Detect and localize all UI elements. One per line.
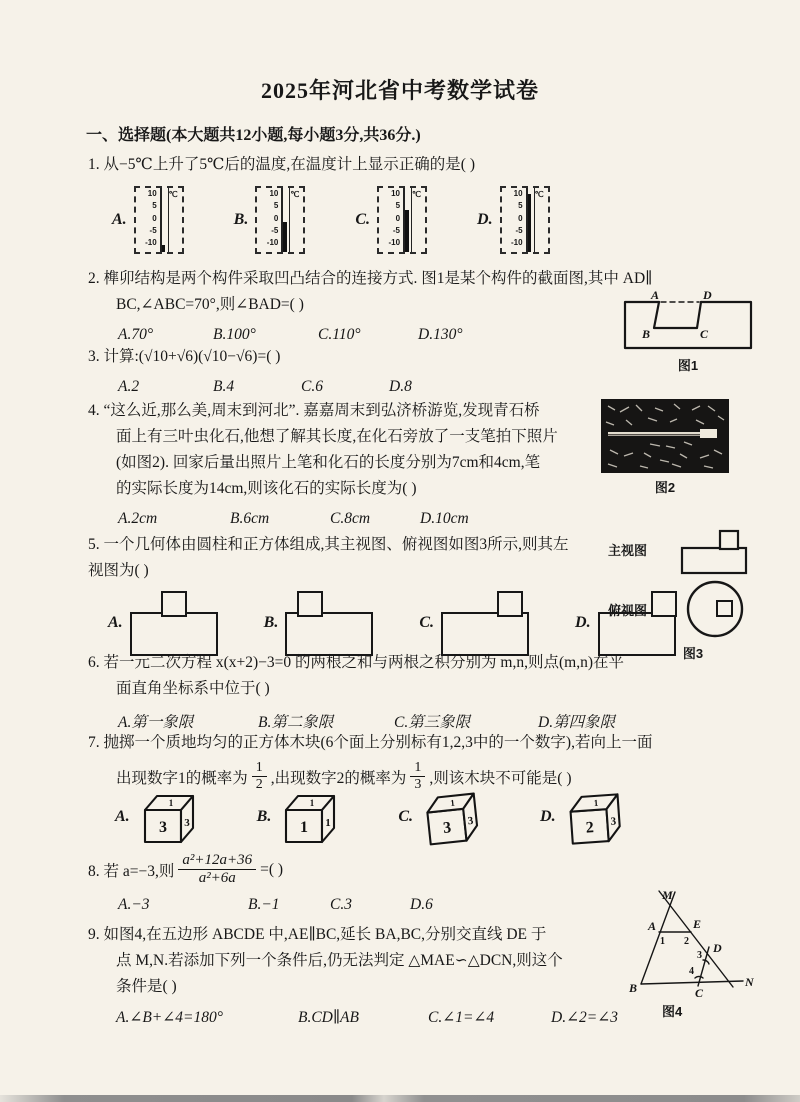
die-side-number: 1 [325, 817, 332, 829]
option-b: B.100° [213, 326, 256, 343]
question-6 [88, 650, 624, 732]
point-label-c: C [695, 986, 704, 998]
option-a: A.∠B+∠4=180° [116, 1009, 223, 1026]
tick-label: -10 [511, 238, 523, 247]
option-c: C.8cm [330, 510, 371, 527]
figure-4-drawing [625, 886, 785, 998]
figure-1-drawing [613, 286, 763, 352]
q7-segment-3: ,则该木块不可能是( ) [429, 769, 572, 787]
q7-option-a [115, 788, 201, 846]
shape-cap [497, 591, 523, 617]
option-a: A.−3 [118, 895, 150, 913]
question-7 [88, 730, 652, 793]
q5-shape-options [108, 590, 678, 656]
unit-label: ℃ [168, 190, 178, 199]
option-label: D. [540, 808, 556, 825]
figure-4 [622, 886, 788, 1020]
mercury-column [162, 245, 166, 252]
option-d: D.8 [389, 378, 412, 395]
option-label: D. [477, 211, 493, 228]
tick-label: -5 [392, 225, 401, 235]
figure-2-caption: 图2 [654, 480, 676, 495]
tick-label: -10 [266, 238, 279, 247]
thermometer-tube [160, 188, 169, 252]
question-4-options [88, 510, 558, 528]
question-9-text-line3: 条件是( ) [116, 978, 177, 995]
tick-label: 10 [513, 189, 523, 198]
question-4-text-line4: 的实际长度为14cm,则该化石的实际长度为( ) [116, 480, 417, 497]
thermometer-a [134, 186, 184, 254]
point-label-c: C [700, 327, 709, 341]
point-label-b: B [629, 981, 638, 995]
option-label: C. [355, 211, 371, 228]
unit-label: ℃ [412, 190, 421, 199]
question-2-text-line2: BC,∠ABC=70°,则∠BAD=( ) [116, 296, 304, 313]
question-7-text-line1: 7. 抛掷一个质地均匀的正方体木块(6个面上分别标有1,2,3中的一个数字),若向上一面 [88, 734, 653, 751]
q1-option-a [112, 186, 184, 254]
die-c [417, 785, 487, 849]
option-b: B.−1 [248, 895, 280, 913]
tick-label: 10 [269, 189, 279, 198]
tick-label: -10 [145, 238, 157, 247]
tick-label: 0 [518, 213, 523, 223]
die-side-number: 3 [467, 814, 474, 828]
option-b: B.4 [213, 378, 235, 395]
option-c: C.110° [318, 326, 361, 343]
question-3-text: 3. 计算:(√10+√6)(√10−√6)=( ) [88, 348, 281, 365]
q7-option-c [398, 788, 484, 846]
tick-label: 0 [152, 213, 157, 223]
question-4-text-line3: (如图2). 回家后量出照片上笔和化石的长度分别为7cm和4cm,笔 [116, 454, 541, 471]
q5-option-c [419, 590, 529, 656]
question-5-text-line2: 视图为( ) [88, 562, 149, 579]
fraction-denominator: 2 [255, 777, 263, 793]
die-front-number: 3 [442, 819, 453, 837]
thermometer-scale [139, 190, 157, 247]
die-top-number: 1 [310, 798, 315, 808]
q7-segment-1: 出现数字1的概率为 [116, 769, 248, 787]
option-label: A. [112, 211, 127, 228]
die-side-number: 3 [183, 817, 190, 829]
option-c: C.6 [301, 378, 323, 395]
question-3 [88, 344, 412, 396]
question-9-options [88, 1008, 618, 1027]
unit-label: ℃ [290, 190, 300, 199]
option-b: B.CD∥AB [298, 1009, 359, 1026]
question-4-text-line2: 面上有三叶虫化石,他想了解其长度,在化石旁放了一支笔拍下照片 [116, 428, 558, 445]
q7-option-d [540, 788, 627, 846]
option-a: A.70° [118, 326, 154, 343]
q8-prefix: 8. 若 a=−3,则 [88, 862, 175, 880]
question-5-text-line1: 5. 一个几何体由圆柱和正方体组成,其主视图、俯视图如图3所示,则其左 [88, 536, 569, 553]
tick-label: 5 [518, 201, 523, 211]
question-3-options [88, 378, 412, 396]
question-2-text-line1: 2. 榫卯结构是两个构件采取凹凸结合的连接方式. 图1是某个构件的截面图,其中 AD∥ [88, 270, 653, 287]
question-6-text-line2: 面直角坐标系中位于( ) [116, 680, 270, 697]
tick-label: 5 [152, 201, 157, 211]
figure-3-caption: 图3 [682, 646, 704, 661]
question-8 [88, 852, 433, 914]
point-label-b: B [642, 327, 651, 341]
fraction-numerator: 1 [252, 760, 267, 777]
option-a: A.2cm [118, 510, 158, 527]
q7-dice-options [115, 788, 627, 846]
thermometer-b [255, 186, 305, 254]
option-b: B.6cm [230, 510, 270, 527]
option-label: C. [419, 614, 435, 631]
die-front-number: 3 [158, 819, 167, 836]
die-front-number: 2 [584, 819, 594, 837]
shape-cap [161, 591, 187, 617]
shape-cap [297, 591, 323, 617]
top-view-row [608, 578, 778, 640]
die-top-number: 1 [168, 798, 173, 808]
figure-4-caption: 图4 [662, 1004, 683, 1019]
option-label: B. [233, 211, 249, 228]
angle-label-4: 4 [689, 966, 694, 977]
page-bottom-edge [0, 1095, 800, 1102]
tick-label: -10 [388, 238, 401, 247]
option-label: B. [263, 614, 279, 631]
page-title: 2025年河北省中考数学试卷 [260, 78, 539, 103]
q8-suffix: =( ) [260, 860, 284, 878]
thermometer-scale [382, 190, 400, 247]
question-1-text: 1. 从−5℃上升了5℃后的温度,在温度计上显示正确的是( ) [88, 156, 475, 173]
mercury-column [528, 194, 532, 252]
question-9-text-line2: 点 M,N.若添加下列一个条件后,仍无法判定 △MAE∽△DCN,则这个 [116, 952, 563, 969]
fraction-denominator: 3 [414, 777, 422, 793]
fraction-numerator: a²+12a+36 [178, 852, 256, 870]
mercury-column [405, 210, 409, 252]
question-6-options [88, 710, 624, 732]
tick-label: 10 [391, 189, 401, 198]
q1-option-d [477, 186, 550, 254]
mercury-column [283, 222, 287, 252]
option-label: A. [115, 808, 130, 825]
tick-label: 5 [395, 201, 401, 211]
question-9-text-line1: 9. 如图4,在五边形 ABCDE 中,AE∥BC,延长 BA,BC,分别交直线 DE 于 [88, 926, 547, 943]
figure-1 [612, 286, 764, 374]
figure-2 [598, 398, 732, 496]
tick-label: 0 [273, 213, 279, 223]
question-6-text-line1: 6. 若一元二次方程 x(x+2)−3=0 的两根之和与两根之积分别为 m,n,则点(m,n)在平 [88, 654, 624, 671]
thermometer-scale [505, 190, 523, 247]
q5-option-b [264, 590, 374, 656]
side-view-shape-b [285, 590, 373, 656]
die-d [561, 786, 629, 848]
figure-3 [608, 522, 778, 662]
question-5 [88, 532, 569, 584]
tick-label: 0 [395, 213, 401, 223]
die-top-number: 1 [449, 797, 456, 809]
angle-label-1: 1 [660, 936, 665, 947]
die-b [278, 788, 342, 846]
point-label-m: M [662, 888, 673, 902]
top-view-label: 俯视图 [608, 602, 648, 618]
figure-2-photo [600, 398, 730, 474]
top-view-drawing [682, 578, 748, 640]
option-d: D.∠2=∠3 [551, 1009, 619, 1026]
option-d: D.第四象限 [538, 714, 616, 731]
front-view-drawing [676, 522, 754, 576]
fraction-denominator: a²+6a [198, 870, 236, 887]
question-8-options [88, 896, 433, 914]
front-view-row [608, 522, 778, 576]
section-header: 一、选择题(本大题共12小题,每小题3分,共36分.) [86, 127, 421, 144]
figure-1-caption: 图1 [677, 358, 699, 373]
fraction-numerator: 1 [410, 760, 425, 777]
q7-option-b [257, 788, 343, 846]
option-label: B. [256, 808, 272, 825]
option-label: C. [398, 808, 414, 825]
tick-label: 5 [273, 201, 279, 211]
tick-label: 10 [147, 189, 157, 198]
tick-label: -5 [149, 225, 157, 235]
option-d: D.130° [418, 326, 463, 343]
thermometer-scale [260, 190, 278, 247]
question-4-text-line1: 4. “这么近,那么美,周末到河北”. 嘉嘉周末到弘济桥游览,发现青石桥 [88, 402, 540, 419]
point-label-n: N [745, 975, 754, 989]
side-view-shape-a [130, 590, 218, 656]
tick-label: -5 [515, 225, 523, 235]
point-label-d: D [703, 288, 712, 302]
q7-segment-2: ,出现数字2的概率为 [270, 769, 407, 787]
question-2 [88, 266, 652, 344]
die-front-number: 1 [300, 819, 309, 836]
angle-label-2: 2 [684, 936, 689, 947]
question-9 [88, 922, 618, 1027]
question-2-options [88, 326, 652, 344]
point-label-a: A [651, 288, 660, 302]
unit-label: ℃ [534, 190, 544, 199]
thermometer-d [500, 186, 550, 254]
option-d: D.10cm [420, 510, 469, 527]
option-b: B.第二象限 [258, 714, 334, 731]
die-a [137, 788, 201, 846]
option-a: A.第一象限 [118, 714, 194, 731]
option-c: C.第三象限 [394, 714, 471, 731]
point-label-d: D [713, 941, 722, 955]
q1-option-c [355, 186, 427, 254]
thermometer-c [377, 186, 427, 254]
side-view-shape-c [441, 590, 529, 656]
option-label: D. [575, 614, 591, 631]
question-4 [88, 398, 558, 528]
question-8-expression [88, 852, 433, 888]
option-c: C.3 [330, 895, 352, 913]
tick-label: -5 [271, 225, 279, 235]
front-view-label: 主视图 [608, 542, 648, 558]
option-c: C.∠1=∠4 [428, 1009, 495, 1026]
q1-option-b [234, 186, 306, 254]
option-a: A.2 [118, 378, 140, 395]
option-d: D.6 [410, 895, 433, 913]
die-side-number: 3 [609, 815, 617, 828]
q1-thermometer-options [112, 186, 550, 254]
point-label-a: A [648, 919, 657, 933]
q8-fraction [178, 852, 256, 888]
angle-label-3: 3 [697, 950, 702, 961]
q5-option-a [108, 590, 218, 656]
point-label-e: E [693, 917, 702, 931]
option-label: A. [108, 614, 123, 631]
die-top-number: 1 [593, 797, 599, 809]
question-1 [88, 152, 475, 178]
